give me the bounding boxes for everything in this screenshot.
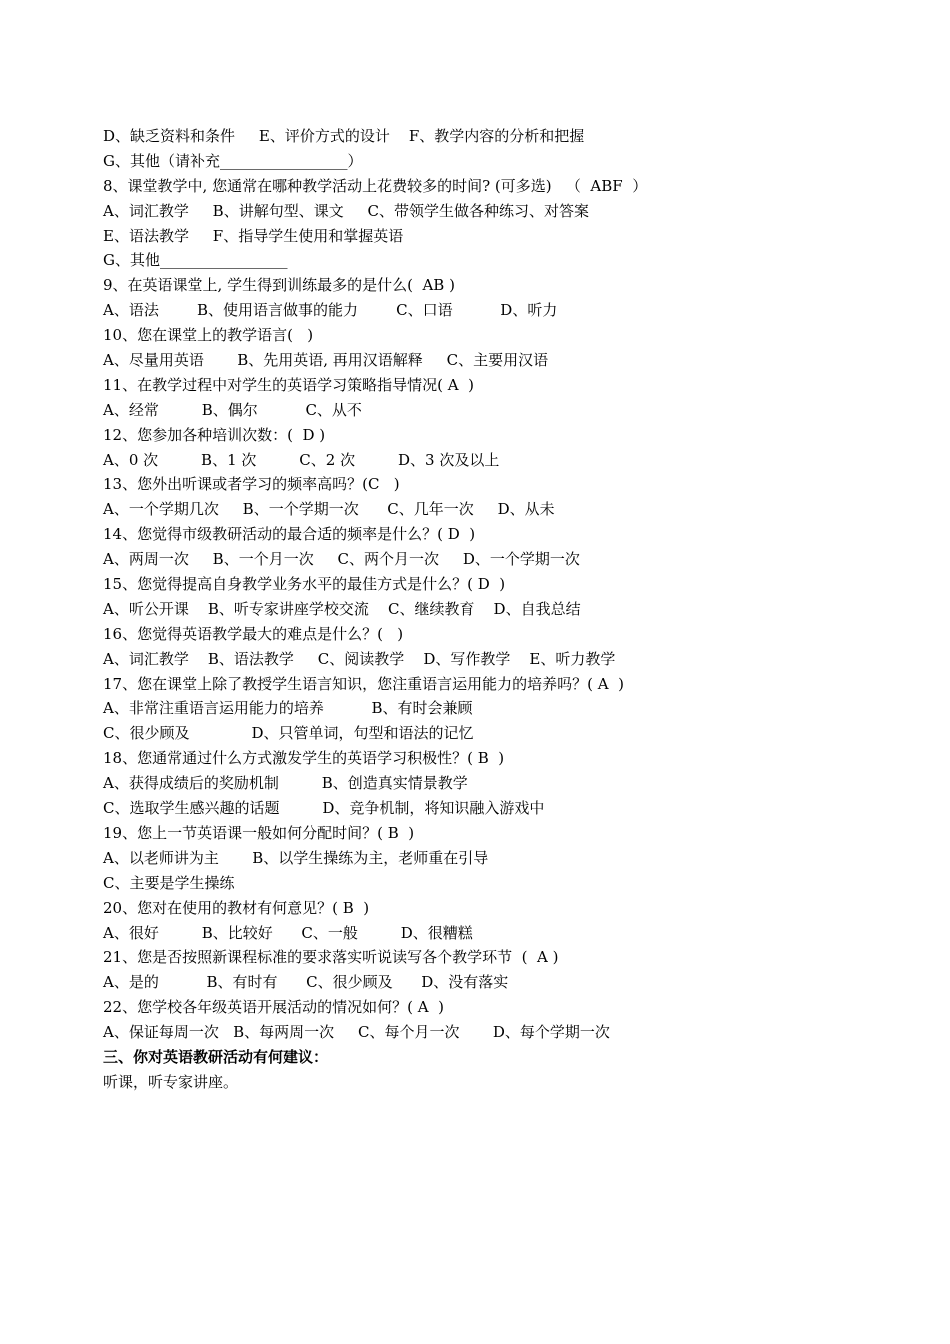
question-8-options: E、语法教学 F、指导学生使用和掌握英语 (103, 226, 404, 245)
question-8-options: A、词汇教学 B、讲解句型、课文 C、带领学生做各种练习、对答案 (103, 201, 590, 220)
question-21-options: A、是的 B、有时有 C、很少顾及 D、没有落实 (103, 973, 509, 992)
question-9: 9、在英语课堂上, 学生得到训练最多的是什么( AB ) (103, 276, 455, 295)
question-19: 19、您上一节英语课一般如何分配时间？( B ) (103, 823, 415, 842)
question-16-options: A、词汇教学 B、语法教学 C、阅读教学 D、写作教学 E、听力教学 (103, 649, 616, 668)
question-20-options: A、很好 B、比较好 C、一般 D、很糟糕 (103, 923, 473, 942)
question-12: 12、您参加各种培训次数：( D ) (103, 425, 326, 444)
question-17-options: A、非常注重语言运用能力的培养 B、有时会兼顾 (103, 699, 473, 718)
question-18: 18、您通常通过什么方式激发学生的英语学习积极性？( B ) (103, 749, 505, 768)
question-14: 14、您觉得市级教研活动的最合适的频率是什么？( D ) (103, 525, 476, 544)
answer-text: 听课，听专家讲座。 (103, 1072, 239, 1091)
text-line: D、缺乏资料和条件 E、评价方式的设计 F、教学内容的分析和把握 (103, 127, 585, 145)
document-page (103, 124, 903, 1095)
question-14-options: A、两周一次 B、一个月一次 C、两个月一次 D、一个学期一次 (103, 550, 580, 569)
question-8-options: G、其他_________________ (103, 251, 288, 270)
question-13: 13、您外出听课或者学习的频率高吗？(C ) (103, 475, 400, 494)
question-13-options: A、一个学期几次 B、一个学期一次 C、几年一次 D、从未 (103, 500, 555, 519)
question-20: 20、您对在使用的教材有何意见？( B ) (103, 898, 370, 917)
question-10: 10、您在课堂上的教学语言( ) (103, 326, 314, 345)
question-22-options: A、保证每周一次 B、每两周一次 C、每个月一次 D、每个学期一次 (103, 1023, 610, 1042)
question-21: 21、您是否按照新课程标准的要求落实听说读写各个教学环节 ( A ) (103, 948, 559, 967)
question-10-options: A、尽量用英语 B、先用英语, 再用汉语解释 C、主要用汉语 (103, 351, 549, 370)
question-17: 17、您在课堂上除了教授学生语言知识，您注重语言运用能力的培养吗？( A ) (103, 674, 624, 693)
question-15: 15、您觉得提高自身教学业务水平的最佳方式是什么？( D ) (103, 575, 506, 594)
question-17-options: C、很少顾及 D、只管单词，句型和语法的记忆 (103, 724, 474, 743)
question-18-options: C、选取学生感兴趣的话题 D、竞争机制，将知识融入游戏中 (103, 799, 545, 818)
question-11-options: A、经常 B、偶尔 C、从不 (103, 400, 362, 419)
question-22: 22、您学校各年级英语开展活动的情况如何？( A ) (103, 998, 444, 1017)
question-11: 11、在教学过程中对学生的英语学习策略指导情况( A ) (103, 375, 474, 394)
question-16: 16、您觉得英语教学最大的难点是什么？( ) (103, 624, 404, 643)
question-19-options: C、主要是学生操练 (103, 873, 235, 892)
question-12-options: A、0 次 B、1 次 C、2 次 D、3 次及以上 (103, 450, 500, 469)
question-18-options: A、获得成绩后的奖励机制 B、创造真实情景教学 (103, 774, 468, 793)
section-heading: 三、你对英语教研活动有何建议： (103, 1047, 329, 1066)
question-19-options: A、以老师讲为主 B、以学生操练为主，老师重在引导 (103, 848, 489, 867)
question-9-options: A、语法 B、使用语言做事的能力 C、口语 D、听力 (103, 301, 558, 320)
question-15-options: A、听公开课 B、听专家讲座学校交流 C、继续教育 D、自我总结 (103, 599, 581, 618)
question-8: 8、课堂教学中, 您通常在哪种教学活动上花费较多的时间? (可多选) （ ABF ） (103, 176, 648, 195)
text-line: G、其他（请补充_________________） (103, 151, 363, 170)
